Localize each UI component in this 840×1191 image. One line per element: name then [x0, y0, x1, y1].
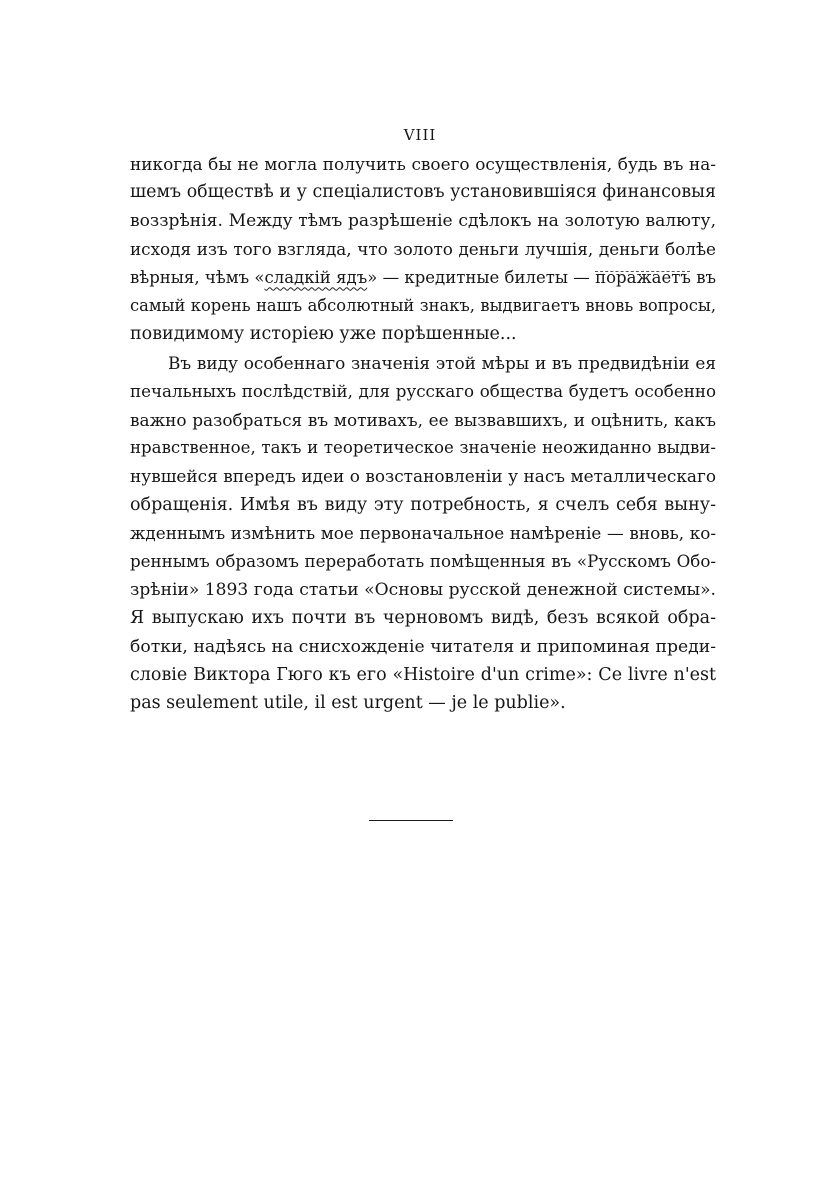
- text-line: жденнымъ измѣнить мое первоначальное намѣреніе — вновь, ко-: [130, 523, 716, 544]
- paragraph-1: [130, 150, 716, 349]
- text-line: воззрѣнія. Между тѣмъ разрѣшеніе сдѣлокъ на золотую валюту,: [130, 210, 716, 231]
- text-fragment: » — кредитные билеты —: [367, 267, 596, 287]
- text-line: повидимому исторіею уже порѣшенные...: [130, 324, 517, 345]
- text-fragment: въ: [690, 267, 716, 287]
- text-line: Я выпускаю ихъ почти въ черновомъ видѣ, безъ всякой обра-: [130, 608, 716, 629]
- closing-rule: [369, 820, 453, 821]
- text-line: печальныхъ послѣдствій, для русскаго общества будетъ особенно: [130, 381, 716, 402]
- text-line: словіе Виктора Гюго къ его «Histoire d'un crime»: Ce livre n'est: [130, 665, 716, 686]
- text-line: Въ виду особеннаго значенія этой мѣры и въ предвидѣніи ея: [168, 352, 716, 373]
- text-line: зрѣніи» 1893 года статьи «Основы русской денежной системы».: [130, 579, 716, 600]
- text-line: самый корень нашъ абсолютный знакъ, выдвигаетъ вновь вопросы,: [130, 295, 716, 315]
- text-line: pas seulement utile, il est urgent — je le publie».: [130, 693, 566, 714]
- page-number: VIII: [403, 126, 437, 144]
- pencil-underlined-phrase: сладкій ядъ: [264, 267, 368, 287]
- text-line: шемъ обществѣ и у спеціалистовъ установившіяся финансовыя: [130, 182, 716, 203]
- text-line: нравственное, такъ и теоретическое значеніе неожиданно выдви-: [130, 437, 716, 457]
- text-line: обращенія. Имѣя въ виду эту потребность, я счелъ себя выну-: [130, 494, 716, 515]
- text-line: никогда бы не могла получить своего осуществленія, будь въ на-: [130, 154, 716, 174]
- text-line: важно разобраться въ мотивахъ, ее вызвавшихъ, и оцѣнить, какъ: [130, 409, 716, 430]
- text-line: исходя изъ того взгляда, что золото деньги лучшія, деньги болѣе: [130, 239, 716, 260]
- text-line: нувшейся впередъ идеи о возстановленіи у насъ металлическаго: [130, 466, 716, 487]
- body-text: [130, 150, 716, 718]
- text-line-annotated: [130, 264, 716, 292]
- pencil-dashed-word: поражаетъ: [595, 267, 691, 287]
- text-fragment: вѣрныя, чѣмъ «: [130, 267, 265, 287]
- paragraph-2: [130, 349, 716, 718]
- text-line: ботки, надѣясь на снисхожденіе читателя и припоминая преди-: [130, 636, 716, 657]
- text-line: реннымъ образомъ переработать помѣщенныя въ «Русскомъ Обо-: [130, 551, 716, 572]
